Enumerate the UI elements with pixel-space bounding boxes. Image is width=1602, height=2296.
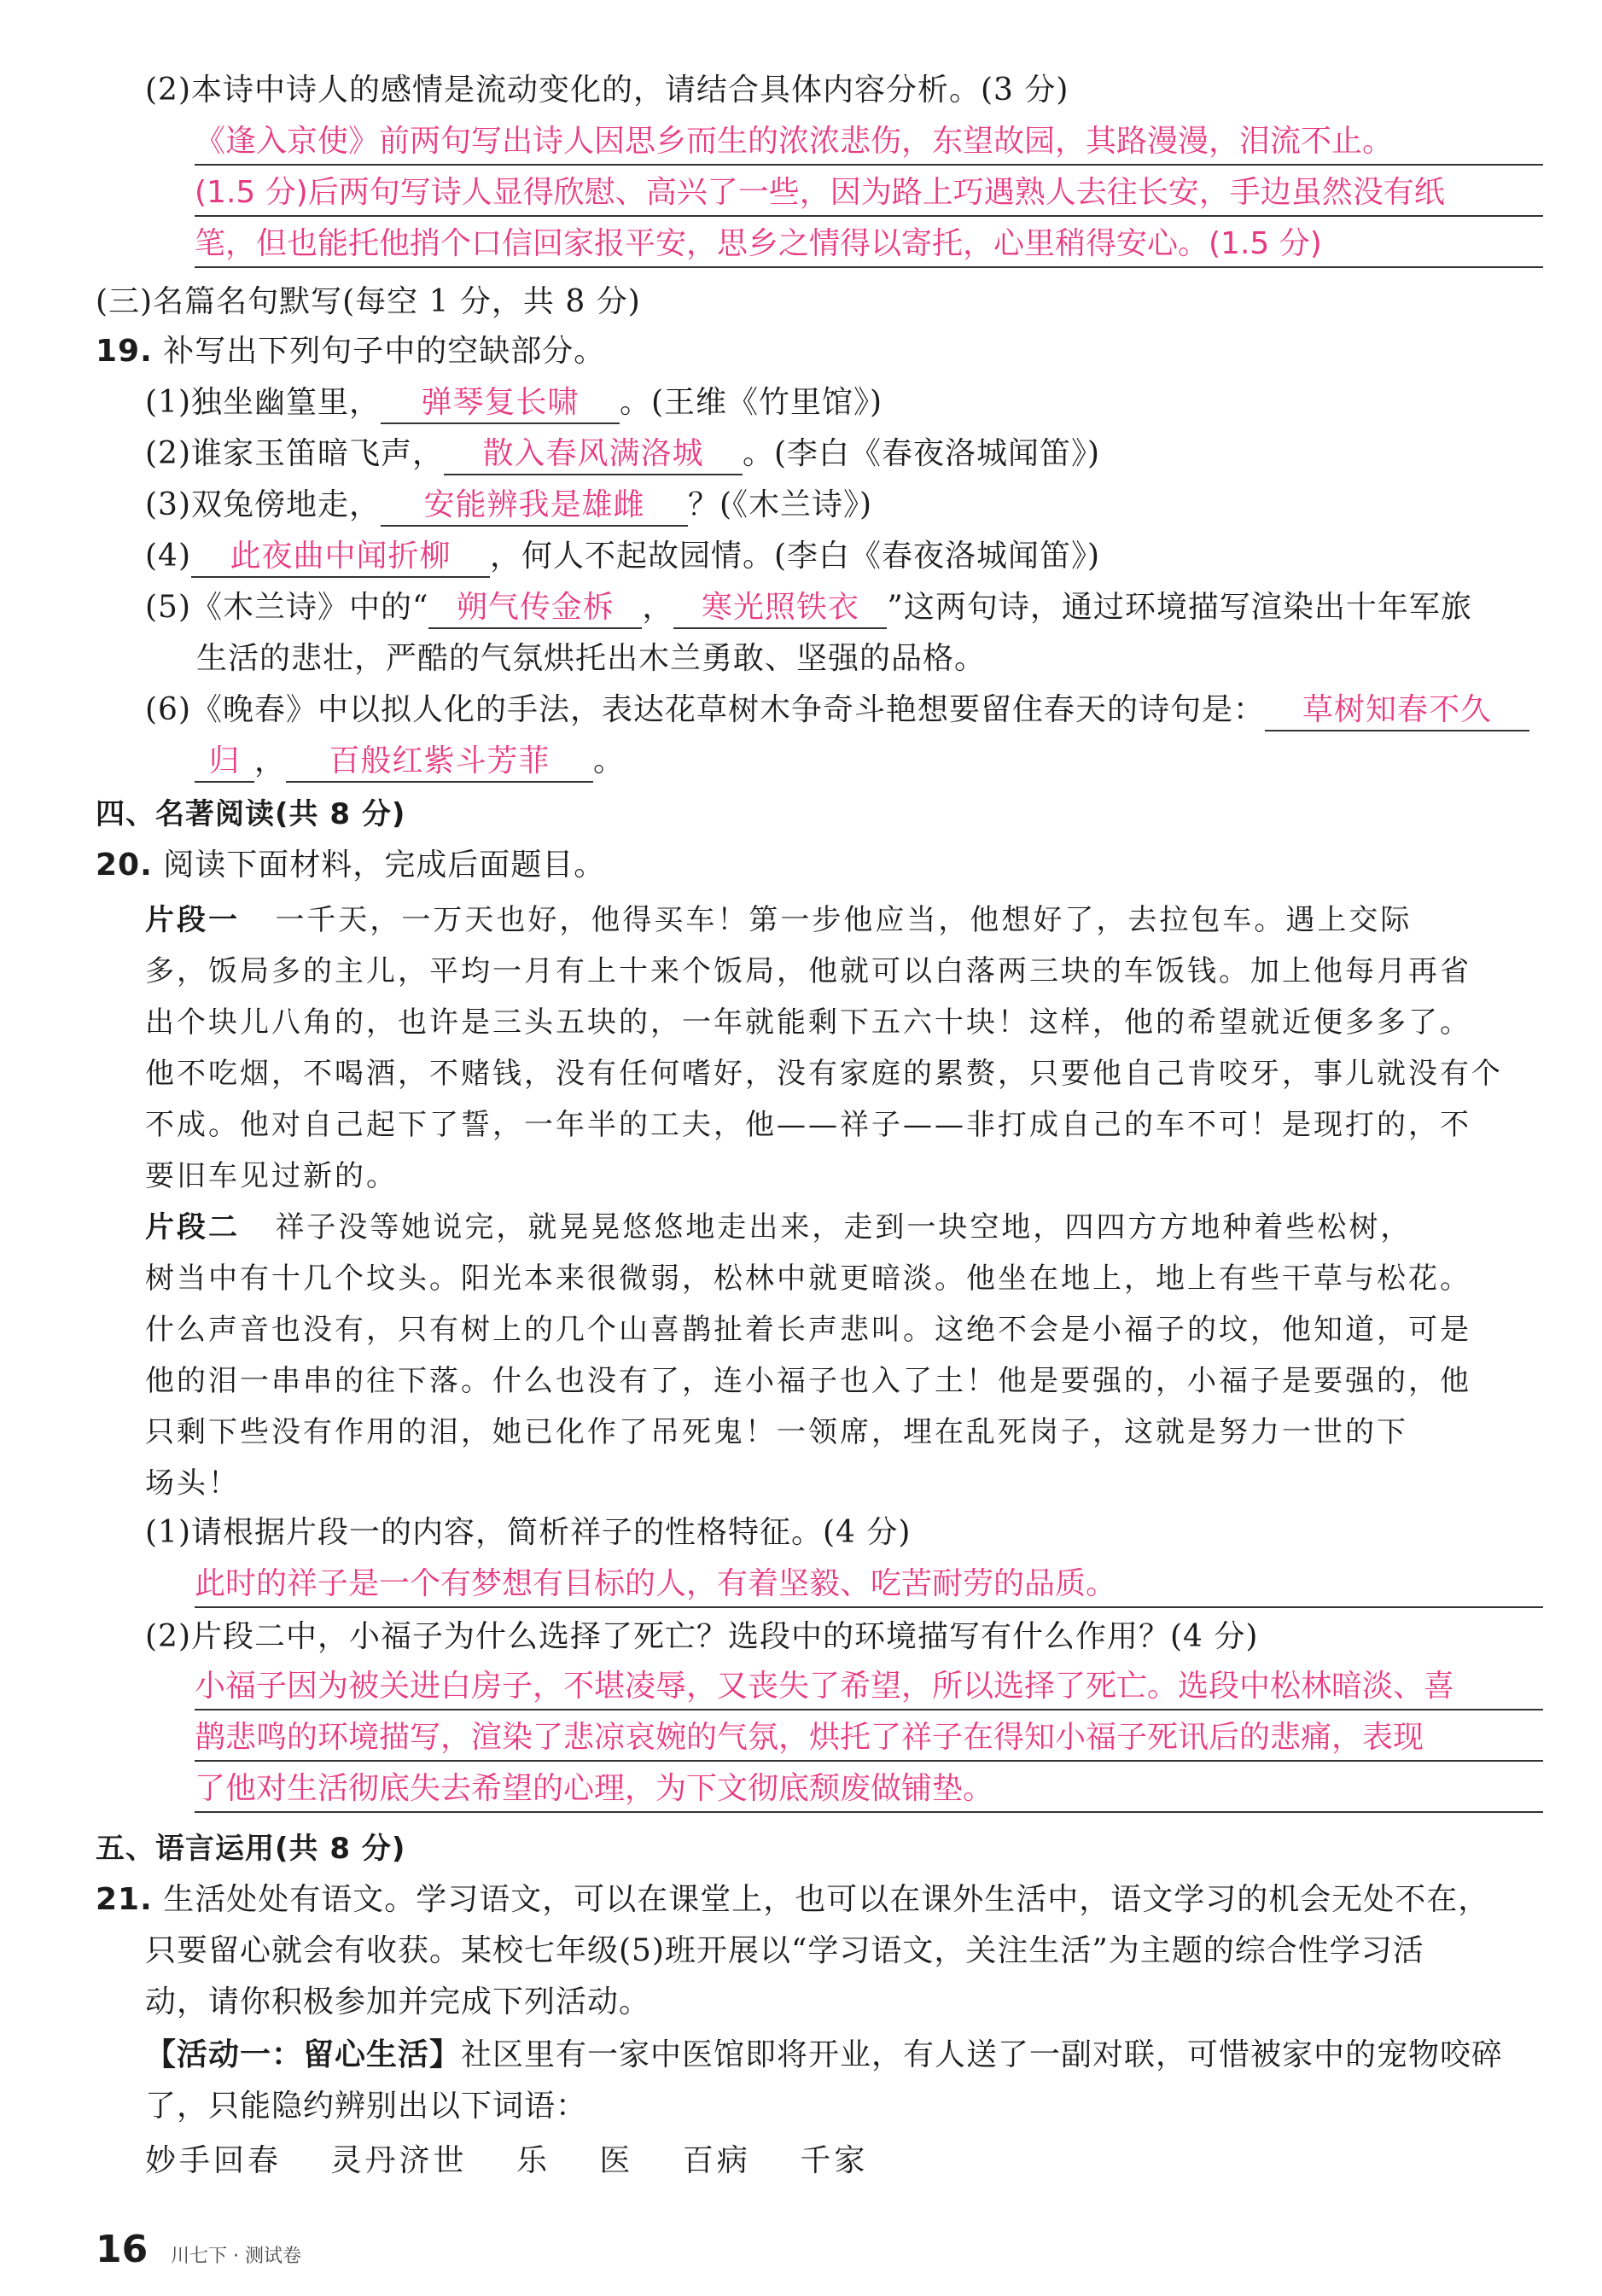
q19-item-6-cont xyxy=(195,739,625,784)
item-text: ， xyxy=(642,590,674,625)
passage-1-label: 片段一 xyxy=(145,903,240,937)
passage-2-line: 树当中有十几个坟头。阳光本来很微弱，松林中就更暗淡。他坐在地上，地上有些干草与松花。 xyxy=(145,1262,1471,1296)
q19-item-3 xyxy=(145,483,872,527)
passage-1-line: 出个块儿八角的，也许是三头五块的，一年就能剩下五六十块！这样，他的希望就近便多多了。 xyxy=(145,1005,1471,1040)
q19-item-5-cont: 生活的悲壮，严酷的气氛烘托出木兰勇敢、坚强的品格。 xyxy=(196,641,987,676)
passage-text: 祥子没等她说完，就晃晃悠悠地走出来，走到一块空地，四四方方地种着些松树， xyxy=(275,1210,1413,1244)
answer-blank: 散入春风满洛城 xyxy=(444,434,743,475)
question-21 xyxy=(96,1878,1489,1922)
item-text: (4) xyxy=(145,539,191,574)
question-number: 20. xyxy=(96,848,153,883)
word-list xyxy=(145,2139,868,2183)
q19-item-2 xyxy=(145,432,1100,476)
question-21-line: 只要留心就会有收获。某校七年级(5)班开展以“学习语文，关注生活”为主题的综合性学习活 xyxy=(145,1933,1424,1968)
word-item: 千家 xyxy=(800,2143,869,2178)
passage-text: 一千天，一万天也好，他得买车！第一步他应当，他想好了，去拉包车。遇上交际 xyxy=(275,903,1413,937)
passage-1-line: 要旧车见过新的。 xyxy=(145,1159,398,1193)
passage-2-label: 片段二 xyxy=(145,1210,240,1244)
question-stem: 阅读下面材料，完成后面题目。 xyxy=(163,848,606,883)
passage-2-line: 只剩下些没有作用的泪，她已化作了吊死鬼！一领席，埋在乱死岗子，这就是努力一世的下 xyxy=(145,1415,1408,1449)
question-19 xyxy=(96,329,605,374)
answer-line: 《逢入京使》前两句写出诗人因思乡而生的浓浓悲伤，东望故园，其路漫漫，泪流不止。 xyxy=(195,119,1543,166)
item-text: 。 xyxy=(593,743,626,778)
answer-blank: 草树知春不久 xyxy=(1265,691,1529,731)
question-text: 生活处处有语文。学习语文，可以在课堂上，也可以在课外生活中，语文学习的机会无处不在， xyxy=(163,1882,1490,1917)
activity-label: 【活动一：留心生活】 xyxy=(145,2037,462,2072)
passage-2-line: 他的泪一串串的往下落。什么也没有了，连小福子也入了土！他是要强的，小福子是要强的，他 xyxy=(145,1364,1471,1398)
question-number: 19. xyxy=(96,334,153,369)
item-text: ， xyxy=(254,743,287,778)
passage-1-line: 多，饭局多的主儿，平均一月有上十来个饭局，他就可以白落两三块的车饭钱。加上他每月再省 xyxy=(145,954,1471,988)
answer-blank: 归 xyxy=(195,742,254,783)
item-text: 。(王维《竹里馆》) xyxy=(620,385,883,420)
question-18-2: (2)本诗中诗人的感情是流动变化的，请结合具体内容分析。(3 分) xyxy=(145,73,1069,108)
answer-blank: 此夜曲中闻折柳 xyxy=(191,537,490,578)
answer-line: (1.5 分)后两句写诗人显得欣慰、高兴了一些，因为路上巧遇熟人去往长安，手边虽然没有纸 xyxy=(195,171,1543,217)
q19-item-6 xyxy=(145,688,1529,732)
answer-blank: 安能辨我是雄雌 xyxy=(381,486,688,527)
item-text: (6)《晚春》中以拟人化的手法，表达花草树木争奇斗艳想要留住春天的诗句是： xyxy=(145,692,1265,727)
question-number: 21. xyxy=(96,1882,153,1917)
q19-item-1 xyxy=(145,381,883,425)
item-text: ？(《木兰诗》) xyxy=(688,487,873,522)
question-20-2: (2)片段二中，小福子为什么选择了死亡？选段中的环境描写有什么作用？(4 分) xyxy=(145,1619,1259,1654)
item-text: ”这两句诗，通过环境描写渲染出十年军旅 xyxy=(887,590,1472,625)
passage-2-line xyxy=(145,1202,1412,1253)
answer-blank: 百般红紫斗芳菲 xyxy=(286,742,593,783)
answer-line: 笔，但也能托他捎个口信回家报平安，思乡之情得以寄托，心里稍得安心。(1.5 分) xyxy=(195,222,1543,268)
passage-2-line: 什么声音也没有，只有树上的几个山喜鹊扯着长声悲叫。这绝不会是小福子的坟，他知道，可是 xyxy=(145,1313,1471,1347)
question-20-1: (1)请根据片段一的内容，简析祥子的性格特征。(4 分) xyxy=(145,1515,912,1550)
item-text: (5)《木兰诗》中的“ xyxy=(145,590,429,625)
word-item: 妙手回春 xyxy=(145,2143,283,2178)
passage-1-line: 他不吃烟，不喝酒，不赌钱，没有任何嗜好，没有家庭的累赘，只要他自己肯咬牙，事儿就没有个 xyxy=(145,1057,1503,1091)
question-20 xyxy=(96,843,605,888)
passage-1-line: 不成。他对自己起下了誓，一年半的工夫，他——祥子——非打成自己的车不可！是现打的，不 xyxy=(145,1108,1471,1142)
question-stem: 补写出下列句子中的空缺部分。 xyxy=(163,334,606,369)
item-text: (3)双兔傍地走， xyxy=(145,487,381,522)
passage-1-line xyxy=(145,895,1412,946)
answer-blank: 朔气传金柝 xyxy=(428,588,642,629)
section-5-title: 五、语言运用(共 8 分) xyxy=(96,1832,406,1866)
answer-line: 小福子因为被关进白房子，不堪凌辱，又丧失了希望，所以选择了死亡。选段中松林暗淡、喜 xyxy=(195,1664,1543,1710)
activity-text: 社区里有一家中医馆即将开业，有人送了一副对联，可惜被家中的宠物咬碎 xyxy=(461,2037,1504,2072)
item-text: 。(李白《春夜洛城闻笛》) xyxy=(743,436,1101,471)
answer-line: 鹊悲鸣的环境描写，渲染了悲凉哀婉的气氛，烘托了祥子在得知小福子死讯后的悲痛，表现 xyxy=(195,1716,1543,1762)
answer-line: 了他对生活彻底失去希望的心理，为下文彻底颓废做铺垫。 xyxy=(195,1767,1543,1813)
item-text: (1)独坐幽篁里， xyxy=(145,385,381,420)
word-item: 医 xyxy=(599,2143,634,2178)
page-number: 16 xyxy=(96,2228,149,2271)
section-4-title: 四、名著阅读(共 8 分) xyxy=(96,797,406,831)
footer-label: 川七下 · 测试卷 xyxy=(171,2246,301,2267)
activity-1 xyxy=(145,2033,1503,2077)
item-text: ，何人不起故园情。(李白《春夜洛城闻笛》) xyxy=(490,539,1101,574)
item-text: (2)谁家玉笛暗飞声， xyxy=(145,436,444,471)
answer-line: 此时的祥子是一个有梦想有目标的人，有着坚毅、吃苦耐劳的品质。 xyxy=(195,1562,1543,1608)
word-item: 乐 xyxy=(516,2143,551,2178)
question-21-line: 动，请你积极参加并完成下列活动。 xyxy=(145,1984,651,2019)
q19-item-5 xyxy=(145,586,1472,630)
answer-blank: 弹琴复长啸 xyxy=(381,383,620,424)
answer-blank: 寒光照铁衣 xyxy=(673,588,887,629)
section-3-title: (三)名篇名句默写(每空 1 分，共 8 分) xyxy=(96,284,641,319)
word-item: 灵丹济世 xyxy=(330,2143,468,2178)
q19-item-4 xyxy=(145,534,1100,579)
activity-1-cont: 了，只能隐约辨别出以下词语： xyxy=(145,2089,588,2124)
passage-2-line: 场头！ xyxy=(145,1466,240,1501)
word-item: 百病 xyxy=(682,2143,751,2178)
